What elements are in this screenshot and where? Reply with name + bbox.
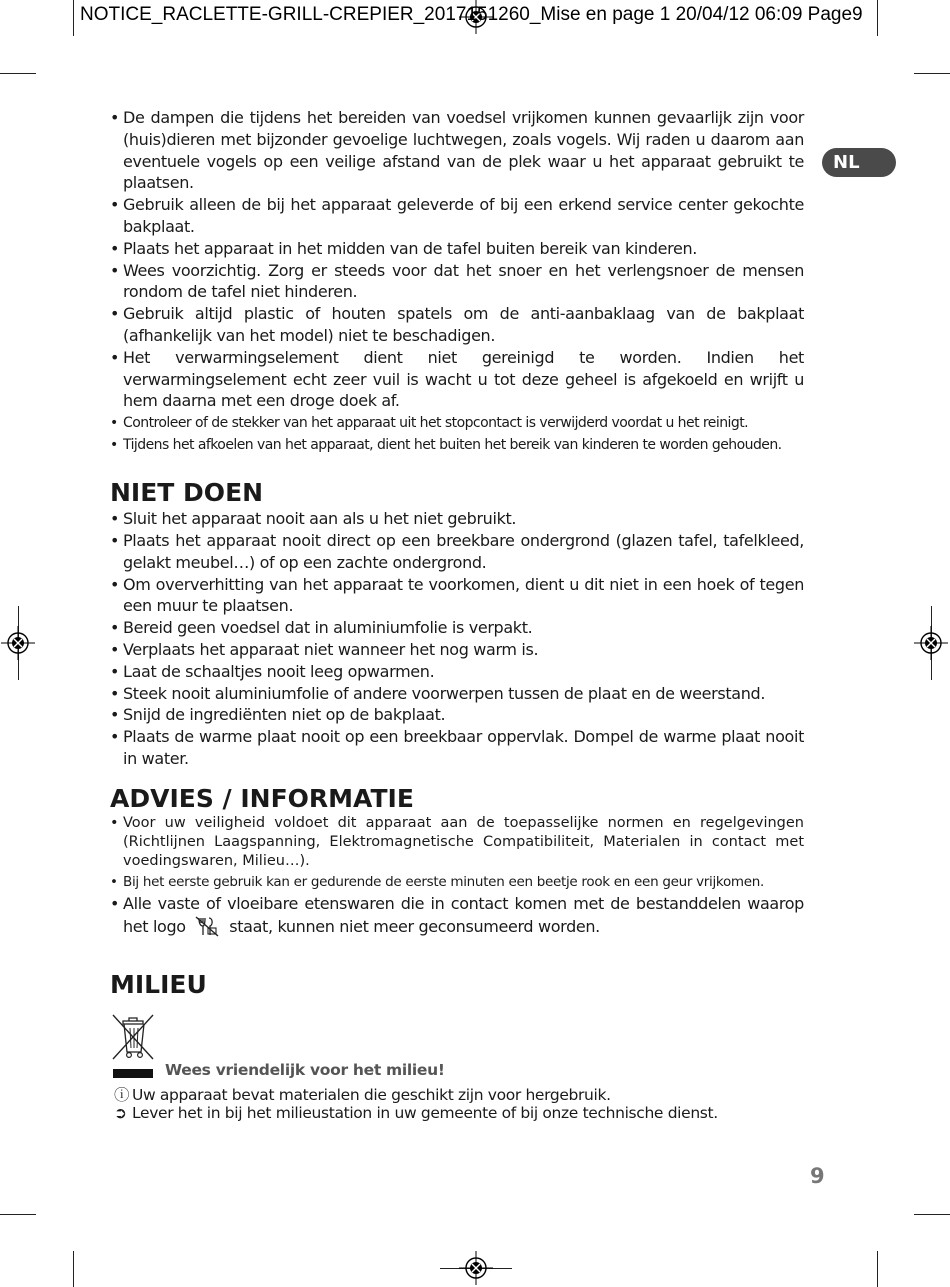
advies-bullet-list [110,814,804,938]
list-item: • Wees voorzichtig. Zorg er steeds voor dat het snoer en het verlengsnoer de mensen rondom de tafel niet hinderen. [110,260,804,304]
language-badge: NL [822,148,896,177]
separator-bar [113,1069,153,1078]
list-item: • Steek nooit aluminiumfolie of andere voorwerpen tussen de plaat en de weerstand. [110,683,804,705]
crop-mark [0,1214,36,1215]
crop-mark [877,1251,878,1287]
list-item: • Laat de schaaltjes nooit leeg opwarmen. [110,661,804,683]
milieu-subtitle: Wees vriendelijk voor het milieu! [165,1061,445,1079]
list-item: • Verplaats het apparaat niet wanneer het nog warm is. [110,639,804,661]
milieu-line-recycle [114,1083,611,1105]
crossed-bin-icon [110,1012,156,1062]
crop-mark [73,0,74,36]
list-item: • Controleer of de stekker van het apparaat uit het stopcontact is verwijderd voordat u het reinigt. [110,412,804,434]
main-content [110,107,804,937]
info-icon: ⓘ [114,1086,130,1104]
crop-mark [73,1251,74,1287]
list-item: • Het verwarmingselement dient niet gereinigd te worden. Indien het verwarmingselement echt zeer vuil is wacht u tot deze geheel is afgekoeld en wrijft u hem daarna met een droge doek af. [110,347,804,412]
list-item: • Plaats het apparaat nooit direct op een breekbare ondergrond (glazen tafel, tafelkleed, gelakt meubel…) of op een zachte ondergrond. [110,530,804,574]
section-heading-milieu: MILIEU [110,970,207,999]
not-for-food-contact-icon [194,915,220,937]
page-number: 9 [810,1164,825,1188]
list-item: • Tijdens het afkoelen van het apparaat, dient het buiten het bereik van kinderen te worden gehouden. [110,434,804,456]
registration-mark-icon [914,626,948,660]
section-heading-niet-doen: NIET DOEN [110,478,264,508]
list-item: • Voor uw veiligheid voldoet dit apparaat aan de toepasselijke normen en regelgevingen (Richtlijnen Laagspanning, Elektromagnetische Compatibiliteit, Materialen in contact met voedingswaren, Milieu…). [110,814,804,871]
crop-mark [914,1214,950,1215]
list-item: • Snijd de ingrediënten niet op de bakplaat. [110,704,804,726]
list-item: • Om oververhitting van het apparaat te voorkomen, dient u dit niet in een hoek of tegen een muur te plaatsen. [110,574,804,618]
spacer [110,770,804,784]
list-item-text: Alle vaste of vloeibare etenswaren die in contact komen met de bestanddelen waarop het logo [123,893,804,936]
spacer [110,456,804,478]
list-item [110,893,804,938]
list-item: • Bij het eerste gebruik kan er gedurende de eerste minuten een beetje rook en een geur vrijkomen. [110,871,804,893]
print-slug: NOTICE_RACLETTE-GRILL-CREPIER_2017151260_Mise en page 1 20/04/12 06:09 Page9 [80,4,863,25]
niet-doen-bullet-list [110,508,804,770]
list-item: • Gebruik altijd plastic of houten spatels om de anti-aanbaklaag van de bakplaat (afhankelijk van het model) niet te beschadigen. [110,303,804,347]
list-item-text: staat, kunnen niet meer geconsumeerd worden. [229,916,600,936]
registration-mark-icon [459,1251,493,1285]
list-item: • De dampen die tijdens het bereiden van voedsel vrijkomen kunnen gevaarlijk zijn voor (huis)dieren met bijzonder gevoelige luchtwegen, zoals vogels. Wij raden u daarom aan eventuele vogels op een veilige afstand van de plek waar u het apparaat gebruikt te plaatsen. [110,107,804,194]
list-item: • Plaats de warme plaat nooit op een breekbaar oppervlak. Dompel de warme plaat nooit in water. [110,726,804,770]
section-heading-advies: ADVIES / INFORMATIE [110,783,414,813]
intro-bullet-list [110,107,804,456]
arrow-icon: ➲ [114,1104,127,1122]
milieu-line-text: Uw apparaat bevat materialen die geschikt zijn voor hergebruik. [132,1086,611,1104]
list-item: • Bereid geen voedsel dat in aluminiumfolie is verpakt. [110,617,804,639]
crop-mark [914,73,950,74]
crop-mark [0,73,36,74]
list-item: • Gebruik alleen de bij het apparaat geleverde of bij een erkend service center gekochte bakplaat. [110,194,804,238]
list-item: • Plaats het apparaat in het midden van de tafel buiten bereik van kinderen. [110,238,804,260]
list-item: • Sluit het apparaat nooit aan als u het niet gebruikt. [110,508,804,530]
milieu-line-text: Lever het in bij het milieustation in uw gemeente of bij onze technische dienst. [132,1104,718,1122]
milieu-line-dispose [114,1104,718,1122]
registration-mark-icon [1,626,35,660]
